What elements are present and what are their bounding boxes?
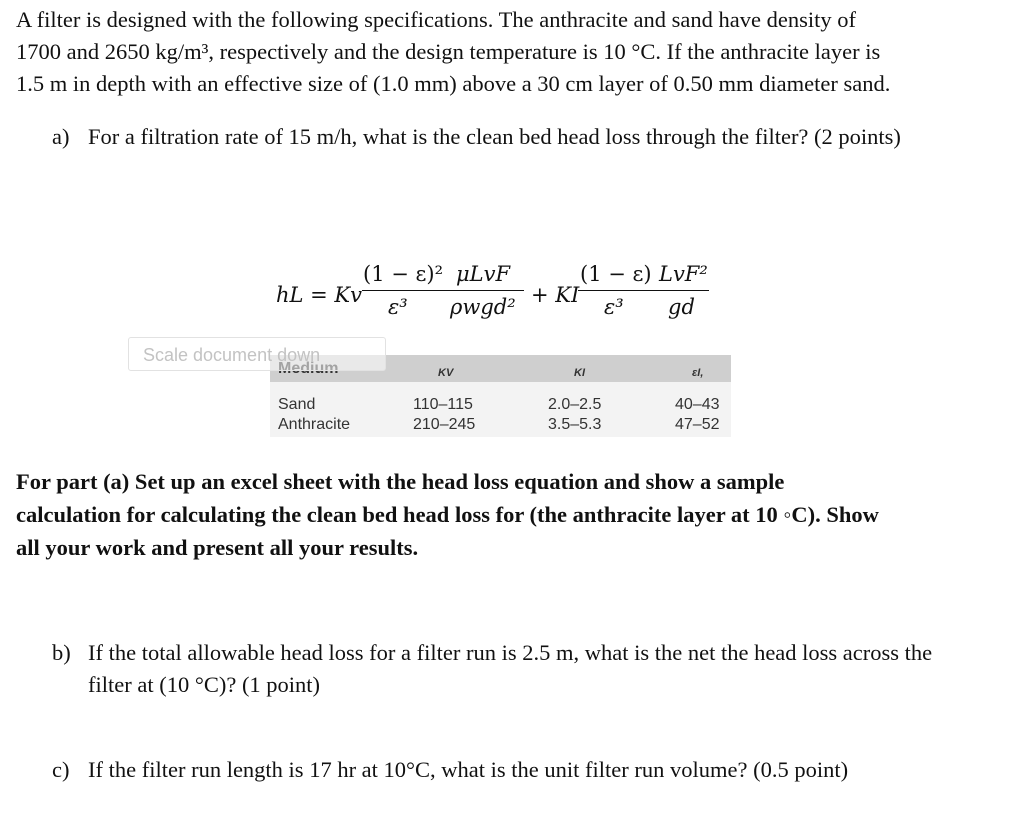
- cell-sand-epsilon: 40–43: [675, 396, 720, 413]
- cell-anthracite-medium: Anthracite: [278, 416, 351, 433]
- header-kv: KV: [438, 367, 454, 379]
- instructions-line-2: calculation for calculating the clean bed head loss for (the anthracite layer at 10 ◦C). Show: [16, 502, 879, 527]
- head-loss-equation: [276, 255, 736, 335]
- cell-anthracite-epsilon: 47–52: [675, 416, 720, 433]
- question-a-label: a): [52, 124, 70, 149]
- excel-instructions: [16, 465, 1016, 564]
- cell-anthracite-ki: 3.5–5.3: [548, 416, 602, 433]
- cell-sand-kv: 110–115: [413, 396, 473, 413]
- equation-lhs: hL = Kv: [276, 283, 362, 307]
- equation-term2-den-b: gd: [668, 295, 695, 319]
- equation-term1-num-b: μLvF: [456, 262, 511, 286]
- equation-term2-num-b: LvF²: [659, 262, 708, 286]
- equation-term1-den-b: ρwgd²: [450, 295, 516, 319]
- problem-line-1: A filter is designed with the following specifications. The anthracite and sand have density of: [16, 7, 856, 32]
- question-b-text: If the total allowable head loss for a filter run is 2.5 m, what is the net the head loss across the filter at (10 °C)? (1 point): [88, 640, 933, 697]
- instructions-line-1: For part (a) Set up an excel sheet with the head loss equation and show a sample: [16, 469, 785, 494]
- question-c: [52, 754, 952, 786]
- problem-statement: [16, 4, 1016, 100]
- problem-line-2: 1700 and 2650 kg/m³, respectively and the design temperature is 10 °C. If the anthracite layer is: [16, 39, 881, 64]
- question-a-text: For a filtration rate of 15 m/h, what is the clean bed head loss through the filter? (2 points): [88, 124, 901, 149]
- scale-document-tooltip-text: Scale document down: [143, 345, 321, 365]
- question-b-label: b): [52, 640, 71, 665]
- cell-sand-ki: 2.0–2.5: [548, 396, 602, 413]
- question-c-label: c): [52, 757, 70, 782]
- equation-plus-ki: + KI: [531, 283, 580, 307]
- question-a: [52, 121, 922, 153]
- cell-anthracite-kv: 210–245: [413, 416, 476, 433]
- instructions-line-3: all your work and present all your results.: [16, 535, 419, 560]
- cell-sand-medium: Sand: [278, 396, 316, 413]
- equation-term2-den-a: ε³: [604, 295, 624, 319]
- header-epsilon: εI,: [692, 367, 704, 379]
- question-b: [52, 637, 952, 701]
- scale-document-tooltip[interactable]: [128, 337, 386, 371]
- header-ki: KI: [574, 367, 585, 379]
- problem-line-3: 1.5 m in depth with an effective size of (1.0 mm) above a 30 cm layer of 0.50 mm diameter sand.: [16, 71, 891, 96]
- equation-term2-num-a: (1 − ε): [580, 262, 652, 286]
- equation-term1-num-a: (1 − ε)²: [363, 262, 443, 286]
- question-c-text: If the filter run length is 17 hr at 10°C, what is the unit filter run volume? (0.5 point): [88, 757, 849, 782]
- equation-term1-den-a: ε³: [388, 295, 408, 319]
